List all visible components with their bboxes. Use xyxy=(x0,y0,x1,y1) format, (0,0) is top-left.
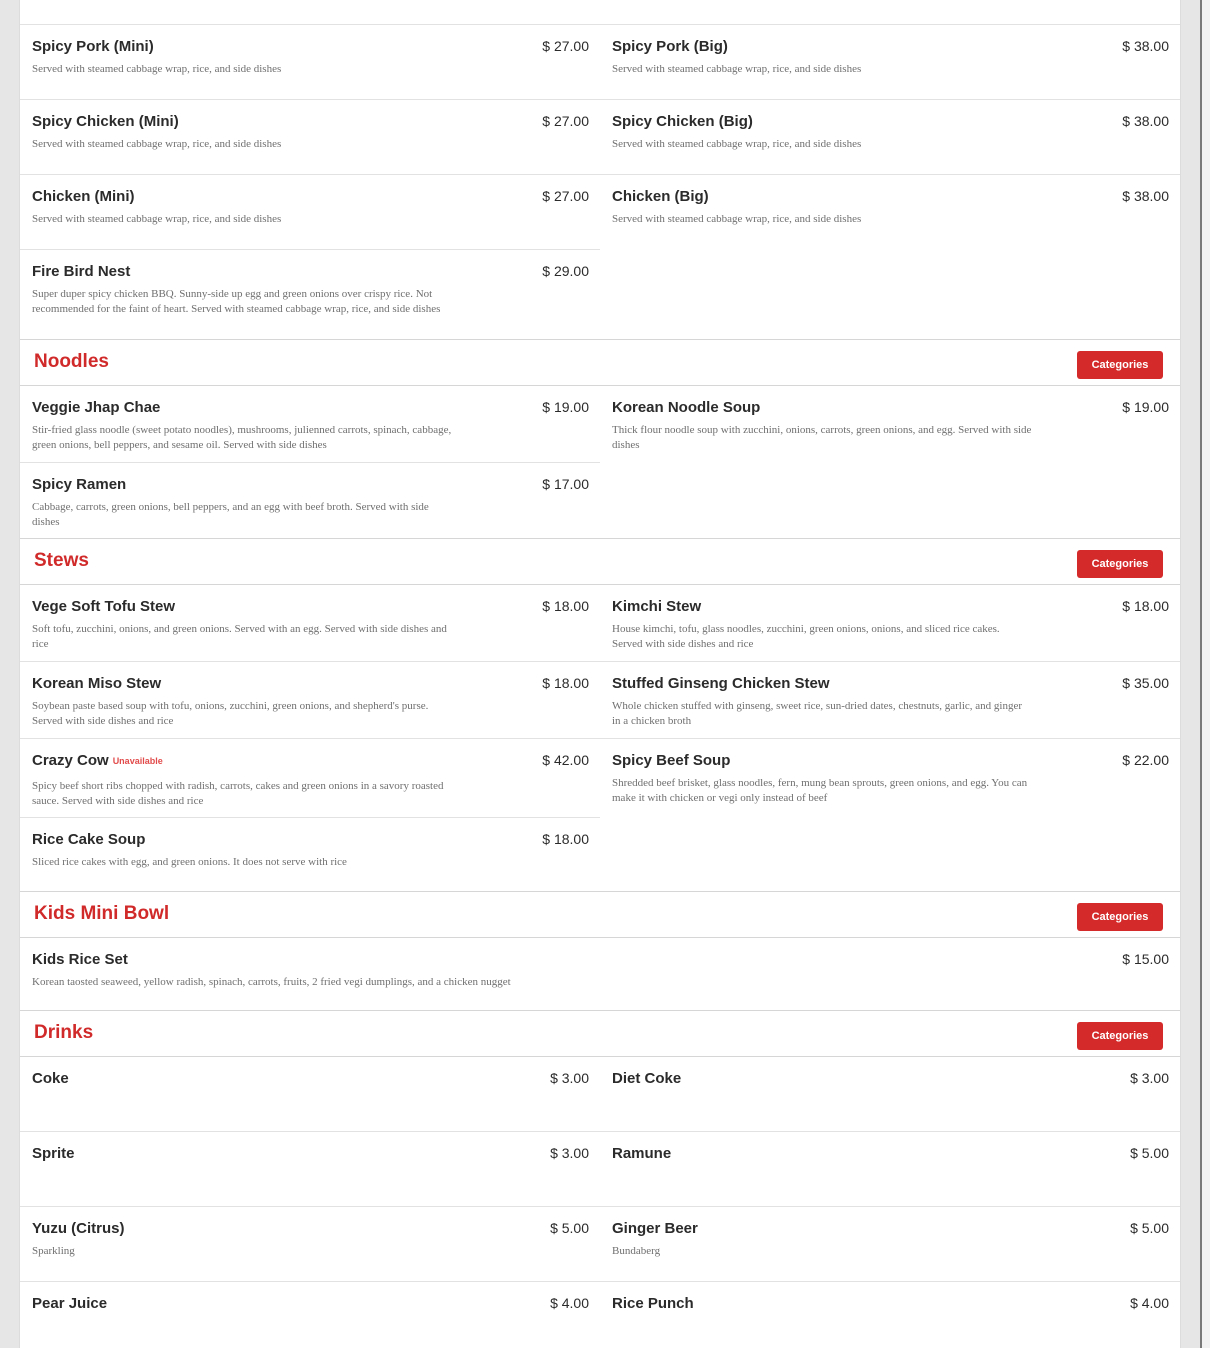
item-price: $ 27.00 xyxy=(542,188,589,204)
item-price: $ 17.00 xyxy=(542,476,589,492)
item-name: Spicy Beef Soup xyxy=(612,752,731,769)
item-price: $ 27.00 xyxy=(542,113,589,129)
menu-item[interactable] xyxy=(600,1057,1180,1132)
menu-item[interactable] xyxy=(20,938,1180,1011)
item-name: Yuzu (Citrus) xyxy=(32,1220,125,1237)
item-price: $ 4.00 xyxy=(550,1295,589,1311)
menu-item[interactable] xyxy=(20,739,600,818)
item-price: $ 4.00 xyxy=(1130,1295,1169,1311)
item-name: Ramune xyxy=(612,1145,672,1162)
item-name: Chicken (Mini) xyxy=(32,188,135,205)
item-description: Served with steamed cabbage wrap, rice, and side dishes xyxy=(32,213,282,225)
item-description: Soft tofu, zucchini, onions, and green onions. Served with an egg. Served with side dishes and rice xyxy=(32,623,447,650)
category-title: Drinks xyxy=(34,1022,94,1043)
page-scrollbar[interactable] xyxy=(1200,0,1210,1348)
item-price: $ 3.00 xyxy=(1130,1070,1169,1086)
item-price: $ 18.00 xyxy=(1122,598,1169,614)
menu-item[interactable] xyxy=(600,662,1180,739)
item-description: Served with steamed cabbage wrap, rice, and side dishes xyxy=(612,138,862,150)
categories-button[interactable]: Categories xyxy=(1077,903,1163,931)
menu-item[interactable] xyxy=(20,175,600,250)
item-description: Sparkling xyxy=(32,1245,75,1257)
item-price: $ 3.00 xyxy=(550,1070,589,1086)
menu-item[interactable] xyxy=(600,25,1180,100)
item-name: Spicy Pork (Big) xyxy=(612,38,728,55)
item-price: $ 5.00 xyxy=(1130,1220,1169,1236)
item-description: Served with steamed cabbage wrap, rice, and side dishes xyxy=(32,63,282,75)
item-name: Vege Soft Tofu Stew xyxy=(32,598,176,615)
menu-item[interactable] xyxy=(600,175,1180,250)
menu-item[interactable] xyxy=(600,1207,1180,1282)
category-title: Kids Mini Bowl xyxy=(34,903,170,924)
menu-item[interactable] xyxy=(20,1282,600,1348)
menu-item[interactable] xyxy=(20,662,600,739)
menu-item[interactable] xyxy=(20,463,600,539)
menu-item[interactable] xyxy=(600,386,1180,463)
menu-item[interactable] xyxy=(600,739,1180,818)
menu-item[interactable] xyxy=(20,386,600,463)
item-price: $ 18.00 xyxy=(542,598,589,614)
item-name: Korean Noodle Soup xyxy=(612,399,761,416)
item-price: $ 5.00 xyxy=(550,1220,589,1236)
item-name: Coke xyxy=(32,1070,69,1087)
item-name: Rice Cake Soup xyxy=(32,831,146,848)
item-name: Spicy Ramen xyxy=(32,476,127,493)
category-header-noodles xyxy=(20,339,1180,386)
item-description: Soybean paste based soup with tofu, onions, zucchini, green onions, and shepherd's purse. Served with side dishes and rice xyxy=(32,700,429,727)
menu-item[interactable] xyxy=(20,250,600,340)
menu-item[interactable] xyxy=(600,100,1180,175)
item-description: Spicy beef short ribs chopped with radish, carrots, cakes and green onions in a savory roasted sauce. Served with side dishes and rice xyxy=(32,780,444,807)
item-description: Whole chicken stuffed with ginseng, sweet rice, sun-dried dates, chestnuts, garlic, and ginger in a chicken broth xyxy=(612,700,1023,727)
item-description: Served with steamed cabbage wrap, rice, and side dishes xyxy=(612,63,862,75)
item-price: $ 38.00 xyxy=(1122,113,1169,129)
item-name: Chicken (Big) xyxy=(612,188,709,205)
previous-row-clipped xyxy=(20,0,1180,25)
item-name: Sprite xyxy=(32,1145,75,1162)
item-price: $ 38.00 xyxy=(1122,38,1169,54)
item-name: Spicy Chicken (Big) xyxy=(612,113,753,130)
item-price: $ 29.00 xyxy=(542,263,589,279)
menu-item[interactable] xyxy=(20,1057,600,1132)
item-name: Kids Rice Set xyxy=(32,951,128,968)
categories-button[interactable]: Categories xyxy=(1077,1022,1163,1050)
item-name-text: Crazy Cow xyxy=(32,752,109,769)
menu-item[interactable] xyxy=(600,1282,1180,1348)
item-name: Kimchi Stew xyxy=(612,598,702,615)
item-name: Stuffed Ginseng Chicken Stew xyxy=(612,675,830,692)
item-price: $ 5.00 xyxy=(1130,1145,1169,1161)
item-price: $ 15.00 xyxy=(1122,951,1169,967)
unavailable-badge: Unavailable xyxy=(112,756,163,767)
menu-item[interactable] xyxy=(20,1132,600,1207)
menu-item[interactable] xyxy=(20,25,600,100)
item-price: $ 35.00 xyxy=(1122,675,1169,691)
menu-panel xyxy=(19,0,1181,1348)
item-description: Served with steamed cabbage wrap, rice, and side dishes xyxy=(612,213,862,225)
item-description: Stir-fried glass noodle (sweet potato noodles), mushrooms, julienned carrots, spinach, cabbage, green onions, bell peppers, and sesame oil. Served with side dishes xyxy=(32,424,452,451)
item-price: $ 19.00 xyxy=(1122,399,1169,415)
item-price: $ 18.00 xyxy=(542,831,589,847)
item-description: Thick flour noodle soup with zucchini, onions, carrots, green onions, and egg. Served with side dishes xyxy=(612,424,1032,451)
item-description: Cabbage, carrots, green onions, bell peppers, and an egg with beef broth. Served with side dishes xyxy=(32,501,429,528)
item-price: $ 22.00 xyxy=(1122,752,1169,768)
category-header-drinks xyxy=(20,1010,1180,1057)
item-price: $ 42.00 xyxy=(542,752,589,768)
category-header-stews xyxy=(20,538,1180,585)
menu-item[interactable] xyxy=(20,100,600,175)
item-description: Shredded beef brisket, glass noodles, fern, mung bean sprouts, green onions, and egg. You can make it with chicken or vegi only instead of beef xyxy=(612,777,1028,804)
item-description: Korean taosted seaweed, yellow radish, spinach, carrots, fruits, 2 fried vegi dumplings, and a chicken nugget xyxy=(32,976,511,988)
category-title: Stews xyxy=(34,550,89,571)
item-name: Fire Bird Nest xyxy=(32,263,131,280)
item-name: Ginger Beer xyxy=(612,1220,698,1237)
categories-button[interactable]: Categories xyxy=(1077,550,1163,578)
item-description: Super duper spicy chicken BBQ. Sunny-side up egg and green onions over crispy rice. Not recommended for the faint of heart. Served with steamed cabbage wrap, rice, and side dishes xyxy=(32,288,441,315)
item-description: House kimchi, tofu, glass noodles, zucchini, green onions, onions, and sliced rice cakes. Served with side dishes and rice xyxy=(612,623,1000,650)
item-description: Sliced rice cakes with egg, and green onions. It does not serve with rice xyxy=(32,856,347,868)
category-title: Noodles xyxy=(34,351,109,372)
item-name: Korean Miso Stew xyxy=(32,675,162,692)
menu-item[interactable] xyxy=(20,585,600,662)
item-price: $ 18.00 xyxy=(542,675,589,691)
item-name: Spicy Pork (Mini) xyxy=(32,38,154,55)
item-name xyxy=(32,752,163,769)
item-price: $ 19.00 xyxy=(542,399,589,415)
menu-item[interactable] xyxy=(20,818,600,892)
item-name: Spicy Chicken (Mini) xyxy=(32,113,179,130)
item-name: Rice Punch xyxy=(612,1295,694,1312)
item-description: Served with steamed cabbage wrap, rice, and side dishes xyxy=(32,138,282,150)
item-name: Diet Coke xyxy=(612,1070,682,1087)
item-name: Pear Juice xyxy=(32,1295,108,1312)
categories-button[interactable]: Categories xyxy=(1077,351,1163,379)
menu-item[interactable] xyxy=(20,1207,600,1282)
item-price: $ 38.00 xyxy=(1122,188,1169,204)
item-name: Veggie Jhap Chae xyxy=(32,399,161,416)
menu-item[interactable] xyxy=(600,1132,1180,1207)
item-description: Bundaberg xyxy=(612,1245,661,1257)
item-price: $ 27.00 xyxy=(542,38,589,54)
menu-item[interactable] xyxy=(600,585,1180,662)
item-price: $ 3.00 xyxy=(550,1145,589,1161)
category-header-kids-mini-bowl xyxy=(20,891,1180,938)
